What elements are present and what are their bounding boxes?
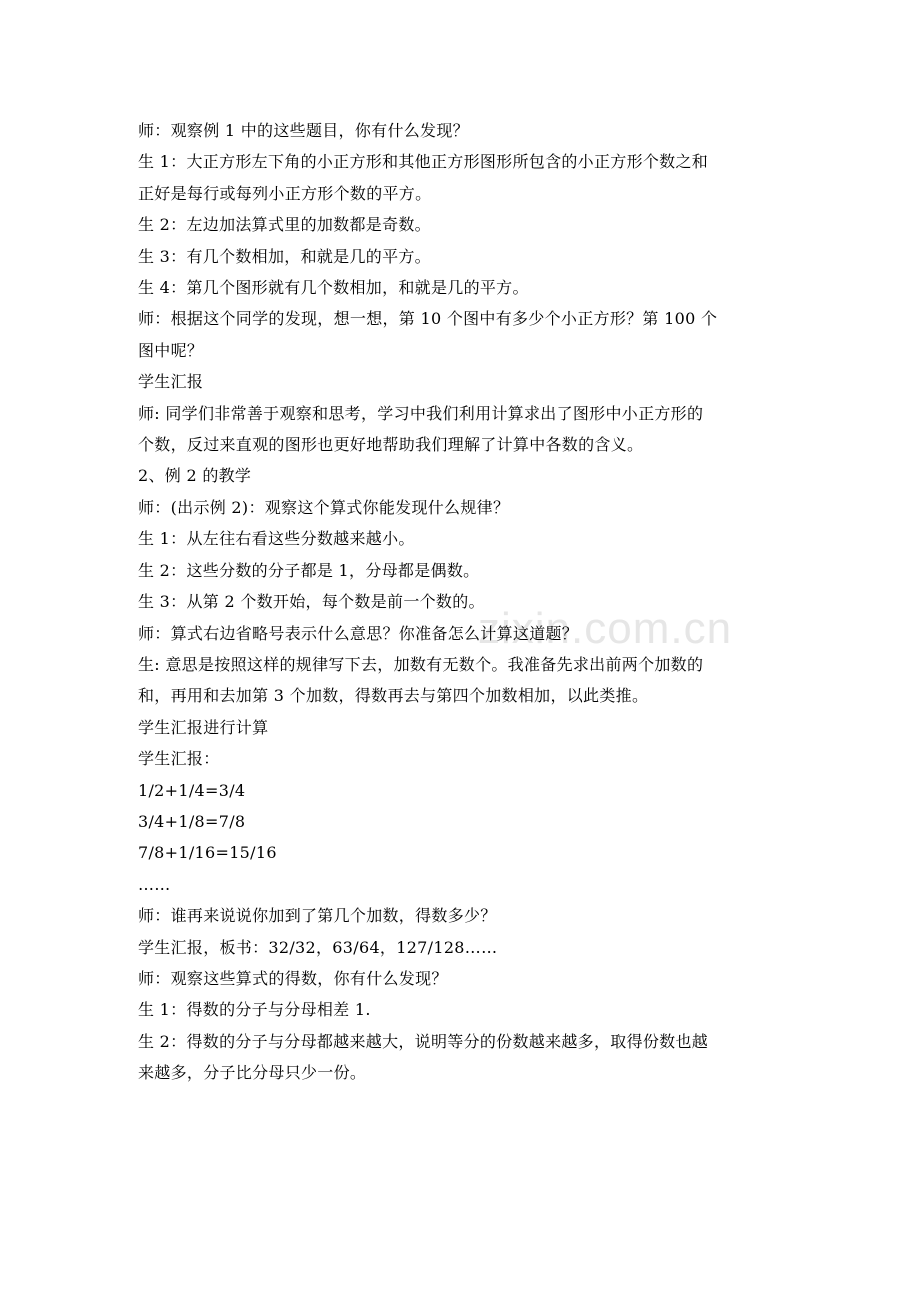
document-body <box>138 115 788 1089</box>
text-line: 生 1：大正方形左下角的小正方形和其他正方形图形所包含的小正方形个数之和 <box>138 152 709 172</box>
text-line: 个数，反过来直观的图形也更好地帮助我们理解了计算中各数的含义。 <box>138 435 644 455</box>
text-line: 生 1：得数的分子与分母相差 1. <box>138 1000 371 1020</box>
text-line: 图中呢？ <box>138 340 204 360</box>
text-line: 生 2：这些分数的分子都是 1，分母都是偶数。 <box>138 560 480 580</box>
text-line: 生: 意思是按照这样的规律写下去，加数有无数个。我准备先求出前两个加数的 <box>138 654 704 674</box>
text-line: 生 1：从左往右看这些分数越来越小。 <box>138 529 415 549</box>
text-line: 生 3：有几个数相加，和就是几的平方。 <box>138 246 431 266</box>
text-line: 来越多，分子比分母只少一份。 <box>138 1063 367 1083</box>
watermark-text: zixin.com.cn <box>478 604 733 653</box>
text-line: 生 4：第几个图形就有几个数相加，和就是几的平方。 <box>138 278 529 298</box>
text-line: 师: 同学们非常善于观察和思考，学习中我们利用计算求出了图形中小正方形的 <box>138 403 704 423</box>
text-line: 学生汇报，板书：32/32，63/64，127/128…… <box>138 937 498 957</box>
text-line: 和，再用和去加第 3 个加数，得数再去与第四个加数相加，以此类推。 <box>138 686 649 706</box>
text-line: 生 3：从第 2 个数开始，每个数是前一个数的。 <box>138 592 485 612</box>
text-line: 正好是每行或每列小正方形个数的平方。 <box>138 183 432 203</box>
text-line: 生 2：得数的分子与分母都越来越大，说明等分的份数越来越多，取得份数也越 <box>138 1031 709 1051</box>
equation-line: 3/4+1/8=7/8 <box>138 811 246 831</box>
text-line: 师：根据这个同学的发现，想一想，第 10 个图中有多少个小正方形？第 100 个 <box>138 309 718 329</box>
text-line: 师：算式右边省略号表示什么意思？你准备怎么计算这道题？ <box>138 623 579 643</box>
text-line: 师：观察这些算式的得数，你有什么发现？ <box>138 968 448 988</box>
ellipsis-line: …… <box>138 874 171 894</box>
text-line: 生 2：左边加法算式里的加数都是奇数。 <box>138 215 431 235</box>
text-line: 师：观察例 1 中的这些题目，你有什么发现？ <box>138 121 469 140</box>
text-line: 学生汇报： <box>138 749 220 769</box>
text-line: 学生汇报进行计算 <box>138 717 269 737</box>
section-heading: 2、例 2 的教学 <box>138 466 252 486</box>
text-line: 师：谁再来说说你加到了第几个加数，得数多少？ <box>138 906 497 926</box>
text-line: 师：(出示例 2)：观察这个算式你能发现什么规律？ <box>138 497 510 517</box>
text-line: 学生汇报 <box>138 372 204 392</box>
equation-line: 7/8+1/16=15/16 <box>138 843 277 863</box>
equation-line: 1/2+1/4=3/4 <box>138 780 246 800</box>
